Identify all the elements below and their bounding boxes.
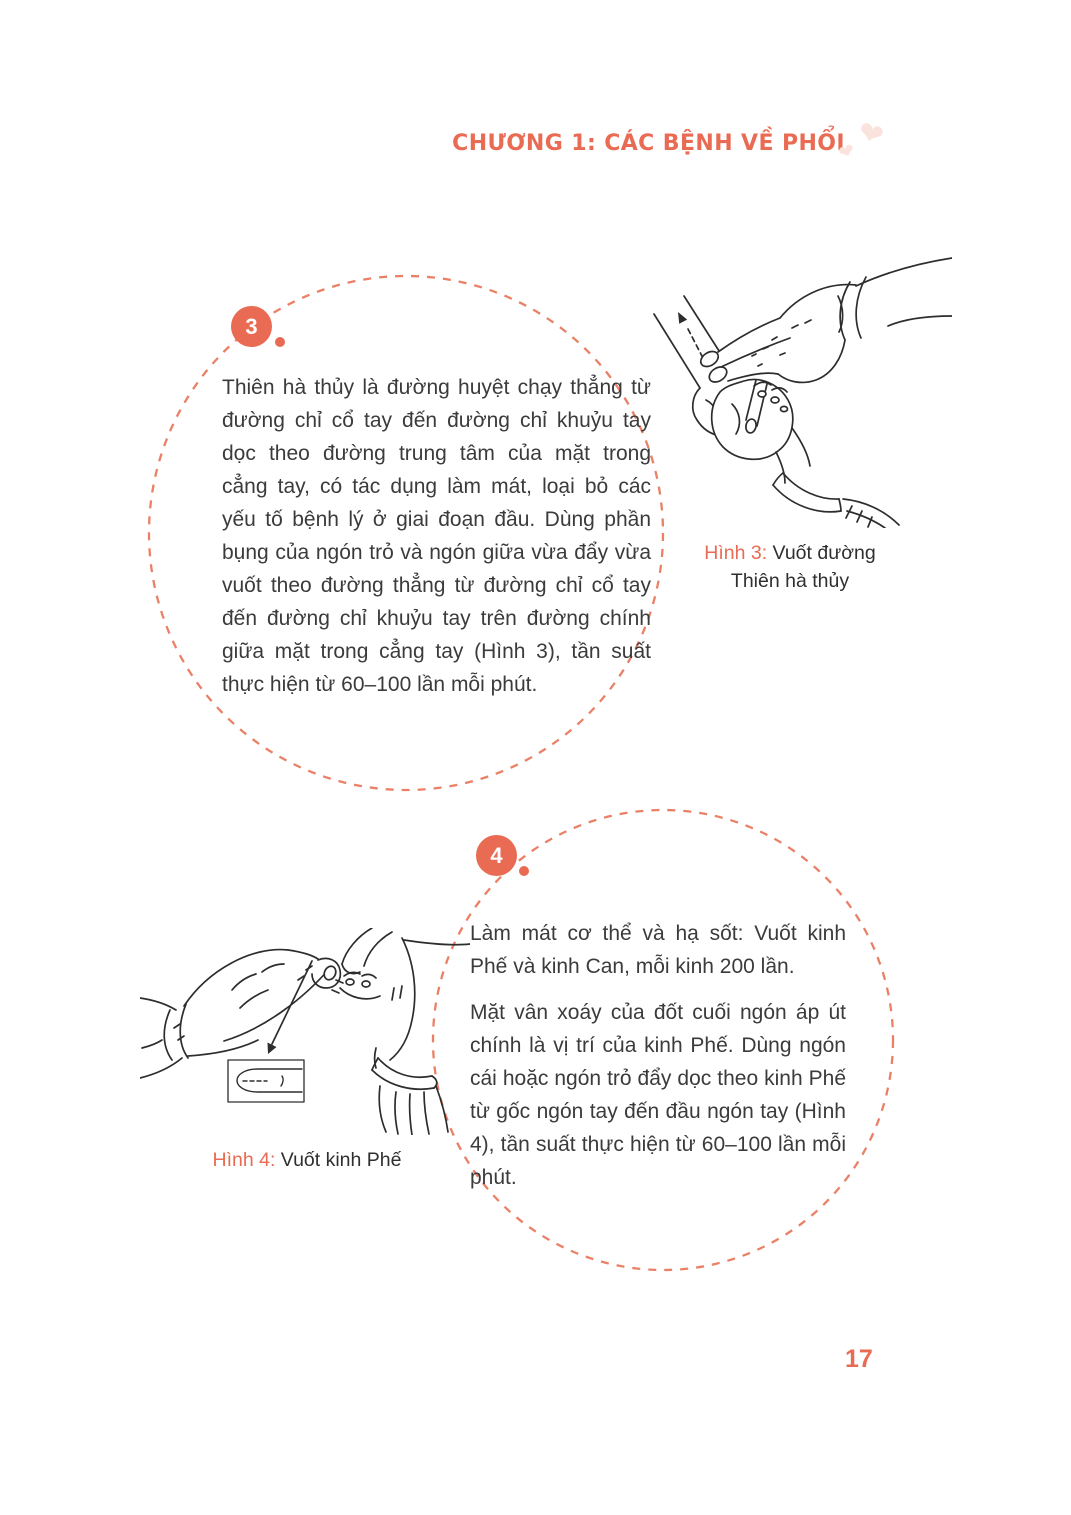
step-3-badge-dot — [275, 337, 285, 347]
step-3-paragraph — [222, 371, 651, 701]
figure-4-label: Hình 4: — [212, 1149, 276, 1171]
step-4-body-2: Mặt vân xoáy của đốt cuối ngón áp út chính là vị trí của kinh Phế. Dùng ngón cái hoặc ngón trỏ đẩy dọc theo kinh Phế từ gốc ngón tay đến đầu ngón tay (Hình 4), tần suất thực hiện từ 60–100 lần mỗi phút. — [470, 1001, 846, 1189]
figure-3-illustration — [642, 252, 952, 528]
step-4-paragraphs — [470, 917, 846, 1194]
figure-4-caption-text: Vuốt kinh Phế — [280, 1149, 402, 1171]
figure-3-caption-text: Vuốt đường Thiên hà thủy — [730, 542, 876, 592]
figure-4-illustration — [140, 928, 470, 1135]
step-4-number: 4 — [490, 842, 503, 868]
figure-4-caption — [200, 1146, 414, 1174]
heart-icon-large — [854, 117, 886, 153]
step-4-badge — [476, 835, 517, 876]
chapter-header: CHƯƠNG 1: CÁC BỆNH VỀ PHỔI — [452, 131, 845, 156]
step-3-badge — [231, 306, 272, 347]
step-4-badge-dot — [519, 866, 529, 876]
step-3-body: Thiên hà thủy là đường huyệt chạy thẳng từ đường chỉ cổ tay đến đường chỉ khuỷu tay dọc theo đường trung tâm của mặt trong cẳng tay, có tác dụng làm mát, loại bỏ các yếu tố bệnh lý ở giai đoạn đầu. Dùng phần bụng của ngón trỏ và ngón giữa vừa đẩy vừa vuốt theo đường thẳng từ đường chỉ cổ tay đến đường chỉ khuỷu tay trên đường chính giữa mặt trong cẳng tay (Hình 3), tần suất thực hiện từ 60–100 lần mỗi phút. — [222, 376, 651, 696]
figure-3-caption — [692, 539, 888, 595]
step-4-body-1: Làm mát cơ thể và hạ sốt: Vuốt kinh Phế và kinh Can, mỗi kinh 200 lần. — [470, 922, 846, 978]
figure-3-label: Hình 3: — [704, 542, 768, 564]
step-3-number: 3 — [245, 313, 258, 339]
page-number: 17 — [845, 1345, 873, 1373]
